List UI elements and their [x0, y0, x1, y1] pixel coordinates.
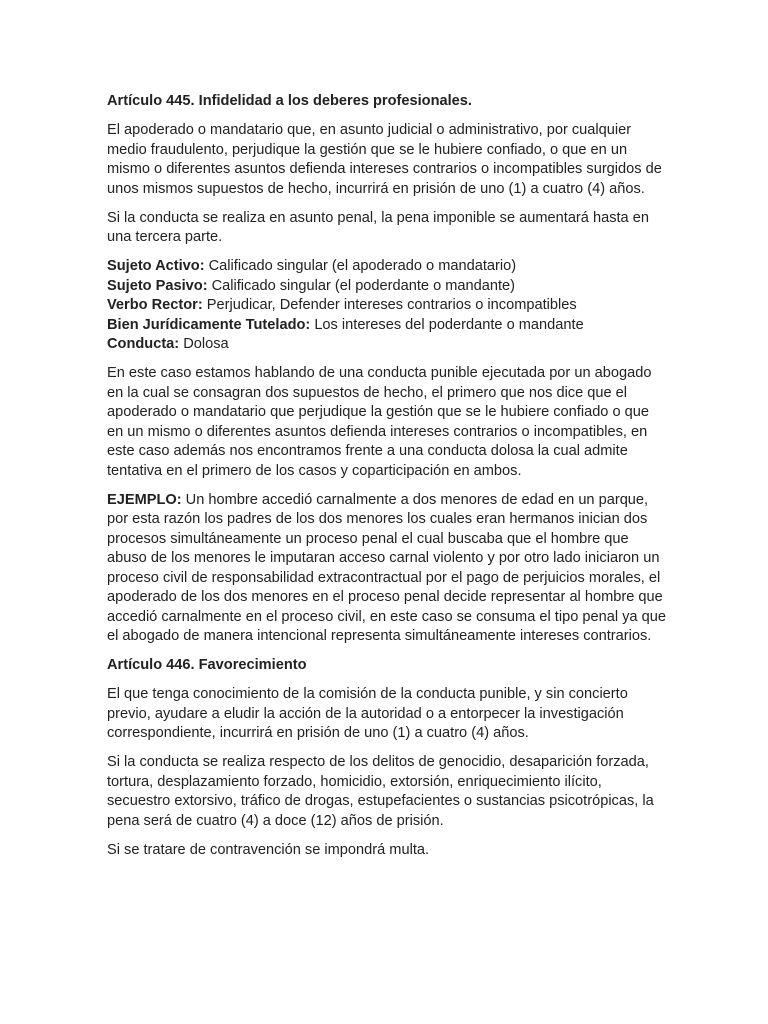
verbo-rector-line: [107, 296, 668, 316]
bien-juridico-line: [107, 316, 668, 336]
article-445-analysis: En este caso estamos hablando de una conducta punible ejecutada por un abogado en la cual se consagran dos supuestos de hecho, el primero que nos dice que el apoderado o mandatario que perjudique la gestión que se le hubiere confiado o que en un mismo o diferentes asuntos defienda intereses contrarios o incompatibles, en este caso además nos encontramos frente a una conducta dolosa la cual admite tentativa en el primero de los casos y coparticipación en ambos.: [107, 365, 652, 479]
example-text: Un hombre accedió carnalmente a dos menores de edad en un parque, por esta razón los padres de los dos menores los cuales eran hermanos inician dos procesos simultáneamente un proceso penal el cual buscaba que el hombre que abuso de los menores le imputaran acceso carnal violento y por otro lado iniciaron un proceso civil de responsabilidad extracontractual por el pago de perjuicios morales, el apoderado de los dos menores en el proceso penal decide representar al hombre que accedió carnalmente en el proceso civil, en este caso se consuma el tipo penal ya que el abogado de manera intencional representa simultáneamente intereses contrarios.: [107, 491, 666, 644]
article-446-heading: Artículo 446. Favorecimiento: [107, 657, 307, 673]
conducta-line: [107, 335, 668, 355]
verbo-rector-label: Verbo Rector:: [107, 297, 203, 313]
article-446-paragraph-2: Si la conducta se realiza respecto de los delitos de genocidio, desaparición forzada, tortura, desplazamiento forzado, homicidio, extorsión, enriquecimiento ilícito, secuestro extorsivo, tráfico de drogas, estupefacientes o sustancias psicotrópicas, la pena será de cuatro (4) a doce (12) años de prisión.: [107, 754, 654, 829]
conducta-value: Dolosa: [179, 336, 229, 352]
article-445-paragraph-2: Si la conducta se realiza en asunto penal, la pena imponible se aumentará hasta en una tercera parte.: [107, 209, 649, 245]
article-445-example: [107, 491, 668, 647]
sujeto-pasivo-line: [107, 277, 668, 297]
example-label: EJEMPLO:: [107, 491, 182, 508]
article-446-paragraph-1: El que tenga conocimiento de la comisión de la conducta punible, y sin concierto previo, ayudare a eludir la acción de la autoridad o a entorpecer la investigación correspondiente, incurrirá en prisión de uno (1) a cuatro (4) años.: [107, 686, 628, 741]
verbo-rector-value: Perjudicar, Defender intereses contrarios o incompatibles: [202, 297, 577, 313]
sujeto-activo-label: Sujeto Activo:: [107, 258, 205, 274]
sujeto-pasivo-value: Calificado singular (el poderdante o mandante): [207, 277, 516, 294]
sujeto-activo-value: Calificado singular (el apoderado o mandatario): [204, 258, 517, 274]
article-445-heading: Artículo 445. Infidelidad a los deberes profesionales.: [107, 93, 472, 109]
sujeto-pasivo-label: Sujeto Pasivo:: [107, 277, 208, 294]
article-445-elements-list: [107, 257, 668, 355]
conducta-label: Conducta:: [107, 336, 180, 352]
sujeto-activo-line: [107, 257, 668, 277]
article-446-paragraph-3: Si se tratare de contravención se impondrá multa.: [107, 841, 430, 858]
bien-juridico-label: Bien Jurídicamente Tutelado:: [107, 316, 311, 333]
bien-juridico-value: Los intereses del poderdante o mandante: [310, 316, 584, 333]
article-445-paragraph-1: El apoderado o mandatario que, en asunto judicial o administrativo, por cualquier medio fraudulento, perjudique la gestión que se le hubiere confiado, o que en un mismo o diferentes asuntos defienda intereses contrarios o incompatibles surgidos de unos mismos supuestos de hecho, incurrirá en prisión de uno (1) a cuatro (4) años.: [107, 122, 662, 197]
